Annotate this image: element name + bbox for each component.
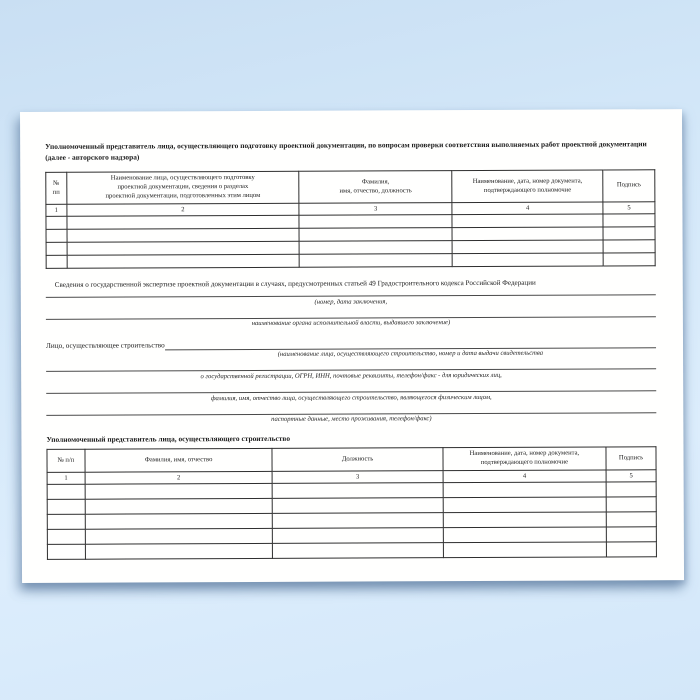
- builder-fill: [165, 339, 656, 360]
- table-cell: [46, 229, 67, 242]
- table-cell: [85, 498, 273, 514]
- builder-fill-caption: (наименование лица, осуществляющего строительство, номер и дата выдачи свидетельства: [277, 349, 544, 358]
- section2-title: Уполномоченный представитель лица, осуществляющего строительство: [46, 433, 291, 444]
- column-number-cell: 4: [452, 202, 603, 215]
- table2-header-cell: Должность: [272, 448, 443, 472]
- table-cell: [273, 528, 444, 544]
- table-cell: [606, 482, 656, 497]
- builder-label: Лицо, осуществляющее строительство: [46, 340, 165, 350]
- table-cell: [47, 484, 85, 499]
- table-cell: [67, 215, 300, 229]
- table-cell: [443, 482, 606, 498]
- table-cell: [603, 253, 655, 266]
- table-cell: [273, 498, 444, 514]
- table-cell: [273, 543, 444, 559]
- signature-line-caption: (номер, дата заключения,: [46, 294, 656, 307]
- builder-representatives-table: [46, 446, 656, 559]
- table-cell: [452, 227, 603, 241]
- table-cell: [67, 241, 300, 255]
- table-cell: [603, 240, 655, 253]
- column-number-cell: 3: [299, 203, 452, 216]
- table-cell: [299, 241, 452, 255]
- table-cell: [452, 240, 603, 254]
- column-number-cell: 2: [67, 203, 300, 216]
- signature-line-caption: наименование органа исполнительной власти, выдавшего заключение): [46, 316, 656, 329]
- table-cell: [47, 514, 85, 529]
- table-cell: [47, 544, 85, 559]
- table2-header-cell: № п/п: [47, 449, 85, 472]
- signature-line-caption: о государственной регистрации, ОГРН, ИНН, почтовые реквизиты, телефон/факс - для юридических лиц,: [46, 369, 656, 382]
- expertise-note: Сведения о государственной экспертизе проектной документации в случаях, предусмотренных статьей 49 Градостроительного кодекса Российской Федерации: [54, 278, 536, 289]
- table-cell: [443, 512, 606, 528]
- table-cell: [443, 527, 606, 543]
- table2-header-cell: Фамилия, имя, отчество: [85, 449, 273, 473]
- table2-header-row: [47, 447, 656, 472]
- table1-header-row: [46, 170, 655, 204]
- table-cell: [606, 527, 656, 542]
- table2-header-cell: Подпись: [606, 447, 656, 470]
- table-cell: [46, 255, 67, 268]
- column-number-cell: 1: [47, 472, 85, 484]
- table-cell: [603, 214, 655, 227]
- table-cell: [85, 528, 273, 544]
- table-cell: [272, 483, 443, 499]
- table-cell: [606, 512, 656, 527]
- column-number-cell: 3: [272, 471, 443, 484]
- designer-representatives-table: [45, 169, 655, 268]
- signature-line-caption: паспортные данные, место проживания, телефон/факс): [46, 412, 656, 425]
- table-cell: [85, 543, 273, 559]
- table-cell: [67, 254, 300, 268]
- table-cell: [273, 513, 444, 529]
- column-number-cell: 1: [46, 204, 67, 216]
- table-cell: [299, 254, 452, 268]
- document-page: [20, 109, 684, 583]
- table-row: [47, 542, 656, 560]
- table1-header-cell: Подпись: [603, 170, 655, 202]
- table-cell: [443, 542, 606, 558]
- table-cell: [452, 214, 603, 228]
- table-row: [46, 253, 655, 269]
- table-cell: [443, 497, 606, 513]
- signature-line-caption: фамилия, имя, отчество лица, осуществляющего строительство, являющегося физическим лицом,: [46, 390, 656, 403]
- builder-field: [46, 339, 656, 360]
- table-cell: [606, 542, 656, 557]
- table2-header-cell: Наименование, дата, номер документа, подтверждающего полномочие: [443, 447, 606, 470]
- column-number-cell: 2: [85, 471, 273, 484]
- table-cell: [46, 242, 67, 255]
- table1-header-cell: № пп: [46, 173, 67, 205]
- table-cell: [299, 215, 452, 229]
- section1-title: Уполномоченный представитель лица, осуществляющего подготовку проектной документации, по вопросам проверки соответствия выполняемых работ проектной документации (далее - авторского надзора): [45, 139, 647, 162]
- table1-header-cell: Наименование лица, осуществляющего подготовку проектной документации, сведения о разделах проектной документации, подготовленных этим лицом: [66, 172, 299, 205]
- table-cell: [85, 513, 273, 529]
- table-cell: [67, 228, 300, 242]
- table-cell: [85, 483, 273, 499]
- table-cell: [47, 529, 85, 544]
- table1-header-cell: Наименование, дата, номер документа, подтверждающего полномочие: [452, 170, 603, 202]
- table-cell: [606, 497, 656, 512]
- table-cell: [46, 216, 67, 229]
- column-number-cell: 4: [443, 470, 606, 483]
- table-cell: [47, 499, 85, 514]
- table-cell: [299, 228, 452, 242]
- column-number-cell: 5: [603, 202, 655, 214]
- table-cell: [452, 253, 603, 267]
- table1-header-cell: Фамилия, имя, отчество, должность: [299, 171, 452, 203]
- column-number-cell: 5: [606, 470, 656, 482]
- table-cell: [603, 227, 655, 240]
